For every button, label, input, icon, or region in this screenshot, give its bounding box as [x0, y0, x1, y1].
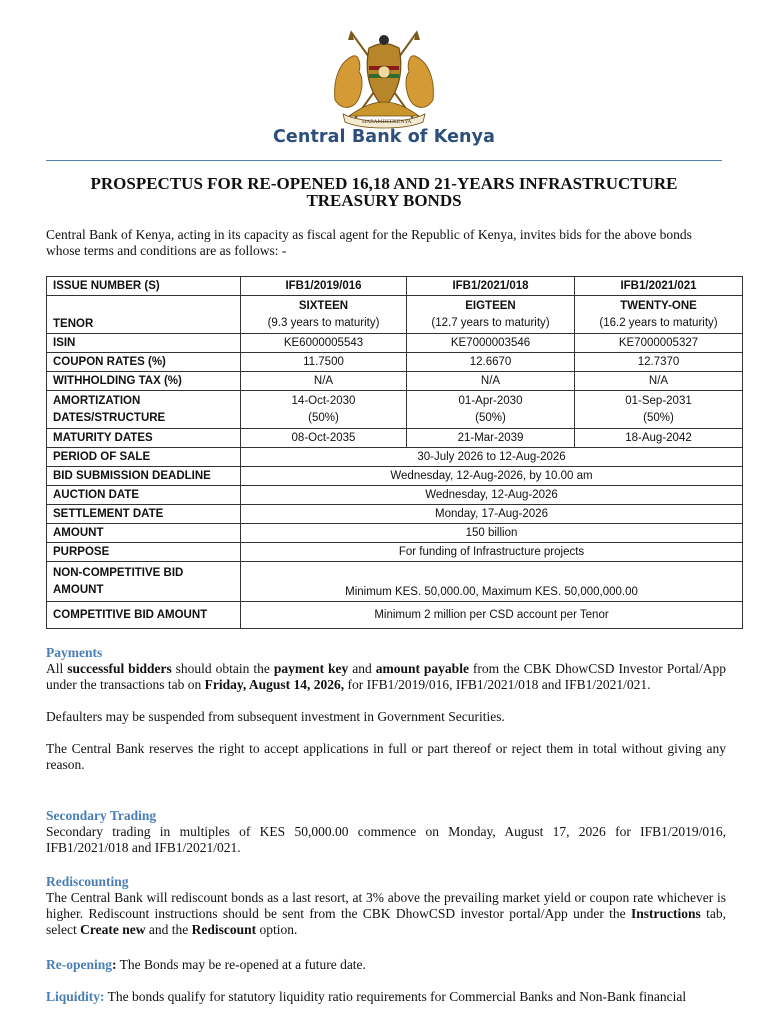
liquidity-heading: Liquidity: — [46, 989, 105, 1004]
coupon-value: 12.7370 — [575, 353, 743, 372]
isin-value: KE7000005327 — [575, 334, 743, 353]
issue-number: IFB1/2021/021 — [575, 277, 743, 296]
purpose-value: For funding of Infrastructure projects — [241, 543, 743, 562]
maturity-date: 18-Aug-2042 — [575, 429, 743, 448]
defaulters-paragraph: Defaulters may be suspended from subsequent investment in Government Securities. — [46, 709, 505, 724]
table-row — [47, 505, 743, 524]
secondary-trading-heading: Secondary Trading — [46, 808, 157, 823]
table-row — [47, 448, 743, 467]
coupon-label: COUPON RATES (%) — [47, 353, 241, 372]
title-line-1: PROSPECTUS FOR RE-OPENED 16,18 AND 21-YEARS INFRASTRUCTURE — [90, 174, 678, 193]
non-competitive-label-line2: AMOUNT — [53, 583, 104, 596]
table-row — [47, 353, 743, 372]
competitive-label: COMPETITIVE BID AMOUNT — [47, 602, 241, 629]
coat-of-arms-emblem — [329, 28, 439, 130]
non-competitive-value: Minimum KES. 50,000.00, Maximum KES. 50,000,000.00 — [241, 562, 743, 602]
rediscounting-section — [46, 874, 726, 938]
auction-value: Wednesday, 12-Aug-2026 — [241, 486, 743, 505]
withholding-tax-value: N/A — [407, 372, 575, 391]
amortization-date: 14-Oct-2030 — [291, 394, 356, 407]
withholding-tax-label: WITHHOLDING TAX (%) — [47, 372, 241, 391]
table-row — [47, 486, 743, 505]
coupon-value: 11.7500 — [241, 353, 407, 372]
amount-label: AMOUNT — [47, 524, 241, 543]
tenor-cell — [575, 296, 743, 334]
title-line-2: TREASURY BONDS — [306, 191, 462, 210]
deadline-label: BID SUBMISSION DEADLINE — [47, 467, 241, 486]
bank-name: Central Bank of Kenya — [272, 127, 496, 147]
amortization-share: (50%) — [643, 411, 674, 424]
tenor-word: TWENTY-ONE — [620, 299, 697, 312]
isin-label: ISIN — [47, 334, 241, 353]
table-row — [47, 372, 743, 391]
secondary-trading-paragraph: Secondary trading in multiples of KES 50,000.00 commence on Monday, August 17, 2026 for IFB1/2019/016, IFB1/2021/018 and IFB1/2021/021. — [46, 824, 726, 855]
amortization-share: (50%) — [308, 411, 339, 424]
non-competitive-label-line1: NON-COMPETITIVE BID — [53, 566, 184, 579]
table-row — [47, 429, 743, 448]
amount-value: 150 billion — [241, 524, 743, 543]
maturity-date: 21-Mar-2039 — [407, 429, 575, 448]
settlement-value: Monday, 17-Aug-2026 — [241, 505, 743, 524]
table-row — [47, 334, 743, 353]
amortization-cell — [241, 391, 407, 429]
bond-terms-table — [46, 276, 743, 629]
settlement-label: SETTLEMENT DATE — [47, 505, 241, 524]
table-row — [47, 562, 743, 602]
issue-number: IFB1/2021/018 — [407, 277, 575, 296]
table-row — [47, 391, 743, 429]
withholding-tax-value: N/A — [241, 372, 407, 391]
payments-heading: Payments — [46, 645, 103, 660]
liquidity-section — [46, 989, 726, 1005]
header-divider — [46, 160, 722, 161]
secondary-trading-section — [46, 808, 726, 856]
auction-label: AUCTION DATE — [47, 486, 241, 505]
rediscounting-paragraph: The Central Bank will rediscount bonds as a last resort, at 3% above the prevailing market yield or coupon rate whichever is higher. Rediscount instructions should be sent from the CBK DhowCSD investor portal/App under the Instructions tab, select Create new and the Rediscount option. — [46, 890, 726, 937]
competitive-value: Minimum 2 million per CSD account per Tenor — [241, 602, 743, 629]
period-label: PERIOD OF SALE — [47, 448, 241, 467]
table-row — [47, 602, 743, 629]
amortization-label — [47, 391, 241, 429]
table-row — [47, 277, 743, 296]
table-row — [47, 543, 743, 562]
coupon-value: 12.6670 — [407, 353, 575, 372]
tenor-cell — [407, 296, 575, 334]
motto-right: KENYA — [393, 119, 412, 125]
reopening-section — [46, 957, 726, 973]
rediscounting-heading: Rediscounting — [46, 874, 129, 889]
table-row — [47, 296, 743, 334]
tenor-years: (12.7 years to maturity) — [431, 316, 550, 329]
tenor-label: TENOR — [47, 296, 241, 334]
tenor-years: (16.2 years to maturity) — [599, 316, 718, 329]
amortization-date: 01-Sep-2031 — [625, 394, 692, 407]
tenor-years: (9.3 years to maturity) — [267, 316, 380, 329]
tenor-word: EIGTEEN — [465, 299, 516, 312]
amortization-cell — [407, 391, 575, 429]
tenor-cell — [241, 296, 407, 334]
isin-value: KE6000005543 — [241, 334, 407, 353]
intro-paragraph: Central Bank of Kenya, acting in its capacity as fiscal agent for the Republic of Kenya, invites bids for the above bonds whose terms and conditions are as follows: - — [46, 227, 692, 258]
motto-left: HARAMBEE — [362, 119, 394, 125]
amortization-date: 01-Apr-2030 — [458, 394, 523, 407]
payments-section — [46, 645, 726, 773]
table-row — [47, 467, 743, 486]
withholding-tax-value: N/A — [575, 372, 743, 391]
reopening-colon: : — [112, 957, 117, 972]
amortization-share: (50%) — [475, 411, 506, 424]
payments-paragraph: All successful bidders should obtain the payment key and amount payable from the CBK DhowCSD Investor Portal/App under the transactions tab on Friday, August 14, 2026, for IFB1/2019/016, IFB1/2021/018 and IFB1/2021/021. — [46, 661, 726, 692]
deadline-value: Wednesday, 12-Aug-2026, by 10.00 am — [241, 467, 743, 486]
issue-number: IFB1/2019/016 — [241, 277, 407, 296]
issue-label: ISSUE NUMBER (S) — [47, 277, 241, 296]
liquidity-text: The bonds qualify for statutory liquidity ratio requirements for Commercial Banks and Non-Bank financial — [104, 989, 687, 1004]
maturity-date: 08-Oct-2035 — [241, 429, 407, 448]
period-value: 30-July 2026 to 12-Aug-2026 — [241, 448, 743, 467]
amortization-label-line2: DATES/STRUCTURE — [53, 411, 166, 424]
reopening-text: The Bonds may be re-opened at a future date. — [116, 957, 366, 972]
table-row — [47, 524, 743, 543]
isin-value: KE7000003546 — [407, 334, 575, 353]
maturity-label: MATURITY DATES — [47, 429, 241, 448]
amortization-cell — [575, 391, 743, 429]
purpose-label: PURPOSE — [47, 543, 241, 562]
non-competitive-label — [47, 562, 241, 602]
tenor-word: SIXTEEN — [298, 299, 349, 312]
amortization-label-line1: AMORTIZATION — [53, 394, 141, 407]
reserves-paragraph: The Central Bank reserves the right to accept applications in full or part thereof or reject them in total without giving any reason. — [46, 741, 726, 772]
reopening-heading: Re-opening — [46, 957, 113, 972]
page-title — [40, 175, 728, 209]
